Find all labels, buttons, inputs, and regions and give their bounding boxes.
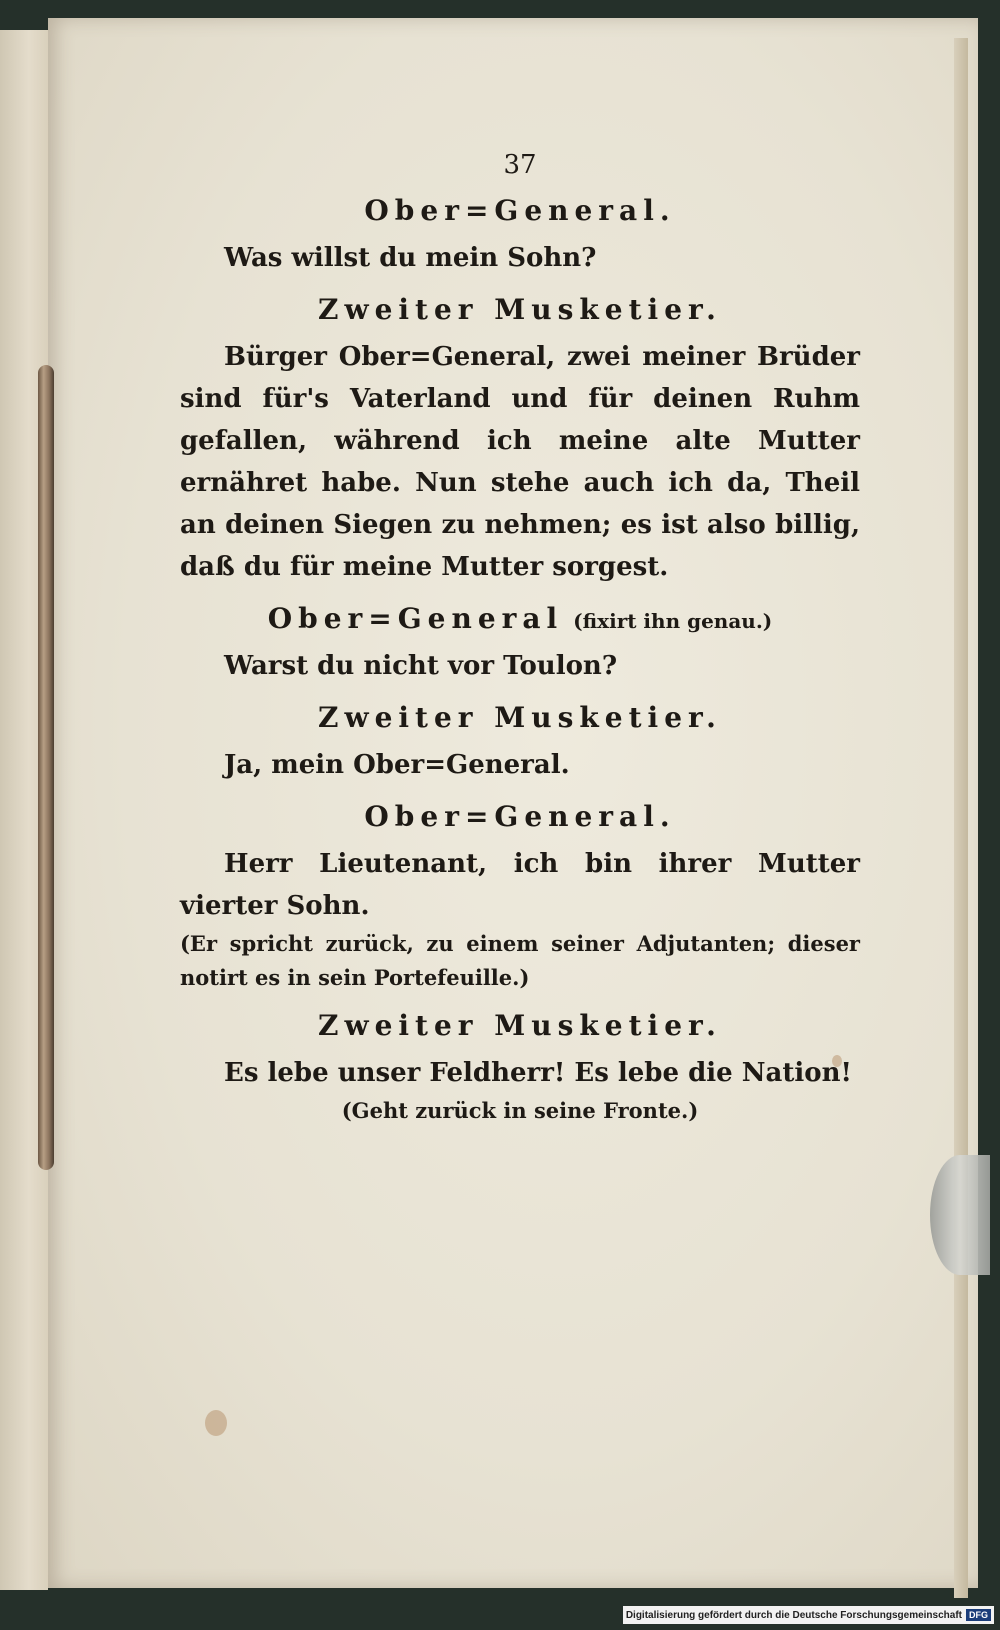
dialogue-paragraph: Bürger Ober=General, zwei meiner Brüder sind für's Vaterland und für deinen Ruhm gefallen, während ich meine alte Mutter ernähret habe. Nun stehe auch ich da, Theil an deinen Siegen zu nehmen; es ist also billig, daß du für meine Mutter sorgest. xyxy=(180,342,860,582)
dialogue-line: Warst du nicht vor Toulon? xyxy=(224,651,618,681)
digitization-credit xyxy=(623,1606,994,1624)
dfg-logo: DFG xyxy=(966,1609,991,1621)
speaker-heading: Zweiter Musketier. xyxy=(318,1009,722,1042)
speaker-name: Ober=General xyxy=(267,602,564,635)
stage-direction: (Er spricht zurück, zu einem seiner Adjutanten; dieser notirt es in sein Portefeuille.) xyxy=(180,931,860,990)
page-text xyxy=(180,150,860,1128)
foxing-stain xyxy=(205,1410,227,1436)
speaker-heading-with-direction xyxy=(180,602,860,635)
dialogue-line: Ja, mein Ober=General. xyxy=(224,750,570,780)
speaker-heading: Ober=General. xyxy=(364,194,676,227)
stage-direction: (fixirt ihn genau.) xyxy=(573,609,773,633)
speaker-heading: Zweiter Musketier. xyxy=(318,701,722,734)
binding-thread xyxy=(38,365,54,1170)
dialogue-paragraph: Herr Lieutenant, ich bin ihrer Mutter vierter Sohn. xyxy=(180,849,860,921)
page-number: 37 xyxy=(503,150,537,180)
page-fore-edge xyxy=(954,38,968,1598)
dialogue-line: Was willst du mein Sohn? xyxy=(224,243,597,273)
dialogue-line: Es lebe unser Feldherr! Es lebe die Nation! xyxy=(224,1058,852,1088)
speaker-heading: Zweiter Musketier. xyxy=(318,293,722,326)
stage-direction: (Geht zurück in seine Fronte.) xyxy=(341,1098,699,1123)
speaker-heading: Ober=General. xyxy=(364,800,676,833)
credit-text: Digitalisierung gefördert durch die Deutsche Forschungsgemeinschaft xyxy=(625,1609,962,1621)
scanner-clip xyxy=(930,1155,990,1275)
